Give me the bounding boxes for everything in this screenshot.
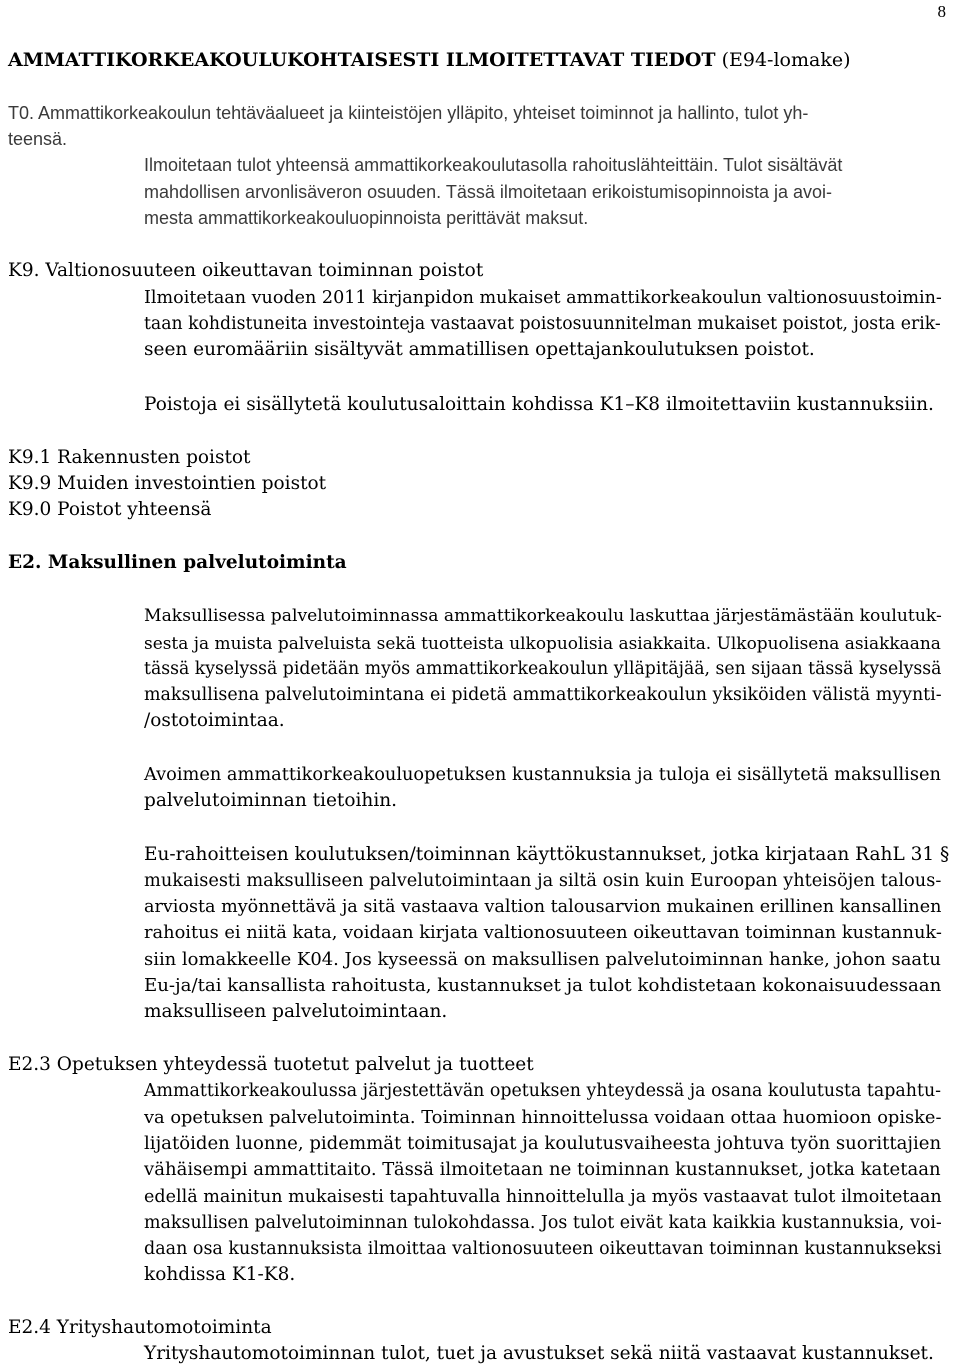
e2-p1-line-1: Maksullisessa palvelutoiminnassa ammattikorkeakoulu laskuttaa järjestämästään koulutuk- [144,606,942,626]
t0-body-line-3: mesta ammattikorkeakouluopinnoista perittävät maksut. [144,208,589,228]
t0-heading-line-2: teensä. [8,129,68,149]
e2-p3-line-6: Eu-ja/tai kansallista rahoitusta, kustannukset ja tulot kohdistetaan kokonaisuudessaan [144,975,942,996]
page-number: 8 [937,2,946,21]
e23-body-line-6: maksullisen palvelutoiminnan tulokohdassa. Jos tulot eivät kata kaikkia kustannuksia, voi- [144,1213,942,1233]
e2-p3-line-1: Eu-rahoitteisen koulutuksen/toiminnan käyttökustannukset, jotka kirjataan RahL 31 § [144,844,950,865]
page-title-form: (E94-lomake) [715,49,851,71]
e2-p3-line-7: maksulliseen palvelutoimintaan. [144,1001,448,1022]
e24-body: Yrityshautomotoiminnan tulot, tuet ja avustukset sekä niitä vastaavat kustannukset. [144,1343,934,1364]
e23-body-line-4: vähäisempi ammattitaito. Tässä ilmoitetaan ne toiminnan kustannukset, jotka katetaan [144,1159,941,1180]
e23-body-line-1: Ammattikorkeakoulussa järjestettävän opetuksen yhteydessä ja osana koulutusta tapahtu- [144,1081,942,1101]
k9-body-line-3: seen euromääriin sisältyvät ammatillisen opettajankoulutuksen poistot. [144,339,815,360]
t0-body-line-1: Ilmoitetaan tulot yhteensä ammattikorkeakoulutasolla rahoituslähteittäin. Tulot sisältävät [144,155,843,175]
e23-body-line-3: lijatöiden luonne, pidemmät toimitusajat ja koulutusvaiheesta johtuva työn suorittajien [144,1133,942,1154]
e2-p1-line-2: sesta ja muista palveluista sekä tuotteista ulkopuolisia asiakkaita. Ulkopuolisena asiakkaana [144,633,941,653]
e2-p3-line-4: rahoitus ei niitä kata, voidaan kirjata valtionosuuteen oikeuttavan toiminnan kustannuk- [144,922,942,943]
k9-item: K9.1 Rakennusten poistot [8,447,251,468]
e2-p3-line-2: mukaisesti maksulliseen palvelutoimintaan ja siltä osin kuin Euroopan yhteisöjen talous- [144,871,942,891]
e2-p1-line-5: /ostotoimintaa. [144,710,285,731]
t0-body-line-2: mahdollisen arvonlisäveron osuuden. Tässä ilmoitetaan erikoistumisopinnoista ja avoi- [144,182,833,202]
t0-heading-line-1: T0. Ammattikorkeakoulun tehtäväalueet ja kiinteistöjen ylläpito, yhteiset toiminnot ja hallinto, tulot yh- [8,103,809,123]
e2-p1-line-3: tässä kyselyssä pidetään myös ammattikorkeakoulun ylläpitäjää, sen sijaan tässä kyselyssä [144,659,942,679]
e23-body-line-2: va opetuksen palvelutoiminta. Toiminnan hinnoittelussa voidaan ottaa huomioon opiske- [144,1107,942,1128]
e2-p3-line-3: arviosta myönnettävä ja sitä vastaava valtion talousarvion mukainen erillinen kansallinen [144,897,942,917]
e2-p2-line-2: palvelutoiminnan tietoihin. [144,790,398,811]
e2-p2-line-1: Avoimen ammattikorkeakouluopetuksen kustannuksia ja tuloja ei sisällytetä maksullisen [144,765,941,785]
k9-item: K9.0 Poistot yhteensä [8,499,212,520]
e23-body-line-8: kohdissa K1-K8. [144,1264,296,1285]
k9-heading: K9. Valtionosuuteen oikeuttavan toiminnan poistot [8,260,484,281]
k9-note: Poistoja ei sisällytetä koulutusaloittain kohdissa K1–K8 ilmoitettaviin kustannuksiin. [144,394,934,415]
e2-p3-line-5: siin lomakkeelle K04. Jos kyseessä on maksullisen palvelutoiminnan hanke, johon saatu [144,949,941,970]
k9-body-line-2: taan kohdistuneita investointeja vastaavat poistosuunnitelman mukaiset poistot, josta erik- [144,314,941,334]
k9-body-line-1: Ilmoitetaan vuoden 2011 kirjanpidon mukaiset ammattikorkeakoulun valtionosuustoimin- [144,288,942,308]
page-title [8,50,851,70]
page-title-bold: AMMATTIKORKEAKOULUKOHTAISESTI ILMOITETTAVAT TIEDOT [8,49,716,71]
e23-heading: E2.3 Opetuksen yhteydessä tuotetut palvelut ja tuotteet [8,1054,534,1075]
e23-body-line-7: daan osa kustannuksista ilmoittaa valtionosuuteen oikeuttavan toiminnan kustannukseksi [144,1239,942,1259]
k9-item: K9.9 Muiden investointien poistot [8,473,327,494]
e23-body-line-5: edellä mainitun mukaisesti tapahtuvalla hinnoittelulla ja myös vastaavat tulot ilmoitetaan [144,1187,942,1207]
e2-p1-line-4: maksullisena palvelutoimintana ei pidetä ammattikorkeakoulun yksiköiden välistä myynti- [144,685,942,705]
e24-heading: E2.4 Yrityshautomotoiminta [8,1317,272,1338]
e2-heading: E2. Maksullinen palvelutoiminta [8,552,347,573]
